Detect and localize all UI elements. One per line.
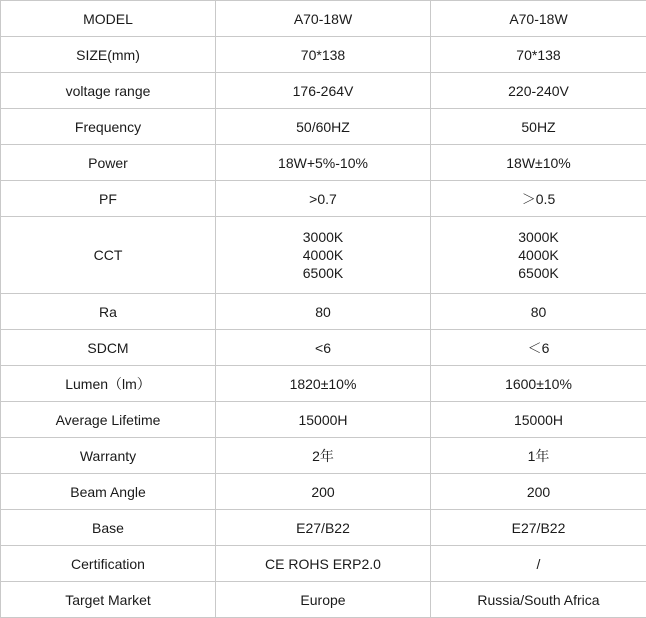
value-b-cct-line: 4000K — [518, 247, 559, 263]
value-b-target-market: Russia/South Africa — [431, 582, 646, 618]
value-b-frequency: 50HZ — [431, 109, 646, 145]
row-lumen — [1, 366, 646, 402]
row-target-market — [1, 582, 646, 618]
value-a-cct — [216, 217, 431, 294]
label-cct: CCT — [1, 217, 216, 294]
value-b-cct-line: 6500K — [518, 265, 559, 281]
value-a-sdcm: <6 — [216, 330, 431, 366]
value-a-cct-line: 6500K — [302, 265, 344, 281]
label-base: Base — [1, 510, 216, 546]
label-voltage-range: voltage range — [1, 73, 216, 109]
row-cct — [1, 217, 646, 294]
row-base — [1, 510, 646, 546]
label-ra: Ra — [1, 294, 216, 330]
value-b-average-lifetime: 15000H — [431, 402, 646, 438]
row-pf — [1, 181, 646, 217]
label-sdcm: SDCM — [1, 330, 216, 366]
value-b-base: E27/B22 — [431, 510, 646, 546]
value-a-target-market: Europe — [216, 582, 431, 618]
value-a-cct-line: 4000K — [302, 247, 344, 263]
value-b-model: A70-18W — [431, 1, 646, 37]
row-sdcm — [1, 330, 646, 366]
value-b-power: 18W±10% — [431, 145, 646, 181]
value-b-certification: / — [431, 546, 646, 582]
value-b-voltage-range: 220-240V — [431, 73, 646, 109]
value-a-cct-line: 3000K — [302, 229, 344, 245]
row-average-lifetime — [1, 402, 646, 438]
row-voltage-range — [1, 73, 646, 109]
value-b-beam-angle: 200 — [431, 474, 646, 510]
value-a-beam-angle: 200 — [216, 474, 431, 510]
label-warranty: Warranty — [1, 438, 216, 474]
value-b-sdcm: ＜6 — [431, 330, 646, 366]
value-a-pf: >0.7 — [216, 181, 431, 217]
value-a-certification: CE ROHS ERP2.0 — [216, 546, 431, 582]
row-ra — [1, 294, 646, 330]
label-frequency: Frequency — [1, 109, 216, 145]
label-beam-angle: Beam Angle — [1, 474, 216, 510]
value-b-pf: ＞0.5 — [431, 181, 646, 217]
value-a-power: 18W+5%-10% — [216, 145, 431, 181]
row-size — [1, 37, 646, 73]
value-b-lumen: 1600±10% — [431, 366, 646, 402]
value-a-warranty: 2年 — [216, 438, 431, 474]
label-model: MODEL — [1, 1, 216, 37]
value-a-model: A70-18W — [216, 1, 431, 37]
value-b-size: 70*138 — [431, 37, 646, 73]
value-a-frequency: 50/60HZ — [216, 109, 431, 145]
value-a-voltage-range: 176-264V — [216, 73, 431, 109]
row-beam-angle — [1, 474, 646, 510]
label-pf: PF — [1, 181, 216, 217]
value-b-ra: 80 — [431, 294, 646, 330]
value-a-ra: 80 — [216, 294, 431, 330]
value-a-size: 70*138 — [216, 37, 431, 73]
row-frequency — [1, 109, 646, 145]
value-a-base: E27/B22 — [216, 510, 431, 546]
label-average-lifetime: Average Lifetime — [1, 402, 216, 438]
value-a-average-lifetime: 15000H — [216, 402, 431, 438]
value-b-warranty: 1年 — [431, 438, 646, 474]
label-power: Power — [1, 145, 216, 181]
value-b-cct-line: 3000K — [518, 229, 559, 245]
label-target-market: Target Market — [1, 582, 216, 618]
row-power — [1, 145, 646, 181]
value-b-cct — [431, 217, 646, 294]
row-model — [1, 1, 646, 37]
row-certification — [1, 546, 646, 582]
label-lumen: Lumen（lm） — [1, 366, 216, 402]
label-size: SIZE(mm) — [1, 37, 216, 73]
label-certification: Certification — [1, 546, 216, 582]
row-warranty — [1, 438, 646, 474]
value-a-lumen: 1820±10% — [216, 366, 431, 402]
